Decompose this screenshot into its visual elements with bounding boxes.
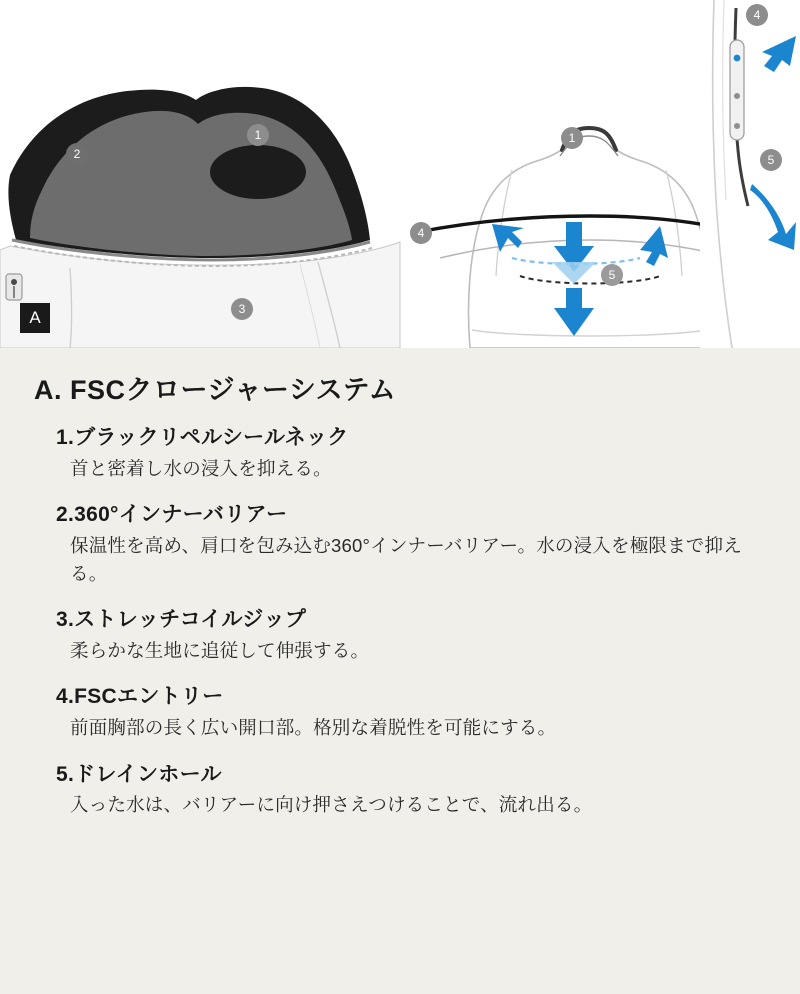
feature-desc-4: 前面胸部の長く広い開口部。格別な着脱性を可能にする。	[70, 716, 557, 738]
feature-title-4: 4.FSCエントリー	[56, 685, 224, 709]
product-illustration	[0, 0, 800, 348]
callout-badge-right-4: 4	[746, 4, 768, 26]
illustration-right-detail	[700, 0, 800, 348]
callout-badge-right-5: 5	[760, 149, 782, 171]
callout-badge-center-1: 1	[561, 127, 583, 149]
feature-desc-1: 首と密着し水の浸入を抑える。	[70, 457, 332, 479]
page-title: A. FSCクロージャーシステム	[34, 375, 397, 405]
feature-description-panel	[0, 348, 800, 994]
section-letter-badge: A	[20, 303, 50, 333]
feature-item-2	[34, 501, 766, 587]
feature-title-1: 1.ブラックリペルシールネック	[56, 426, 349, 450]
callout-badge-center-4: 4	[410, 222, 432, 244]
callout-badge-left-2: 2	[66, 143, 88, 165]
feature-title-2: 2.360°インナーバリアー	[56, 503, 288, 527]
feature-title-5: 5.ドレインホール	[56, 762, 222, 786]
feature-item-1	[34, 424, 766, 482]
feature-desc-3: 柔らかな生地に追従して伸張する。	[70, 639, 370, 661]
feature-item-3	[34, 606, 766, 664]
wetsuit-diagram-svg	[0, 0, 800, 348]
feature-desc-2: 保温性を高め、肩口を包み込む360°インナーバリアー。水の浸入を極限まで抑える。	[70, 534, 742, 584]
feature-desc-5: 入った水は、バリアーに向け押さえつけることで、流れ出る。	[70, 793, 593, 815]
callout-badge-left-3: 3	[231, 298, 253, 320]
feature-item-5	[34, 761, 766, 819]
callout-badge-left-1: 1	[247, 124, 269, 146]
callout-badge-center-5: 5	[601, 264, 623, 286]
feature-title-3: 3.ストレッチコイルジップ	[56, 608, 307, 632]
feature-item-4	[34, 683, 766, 741]
